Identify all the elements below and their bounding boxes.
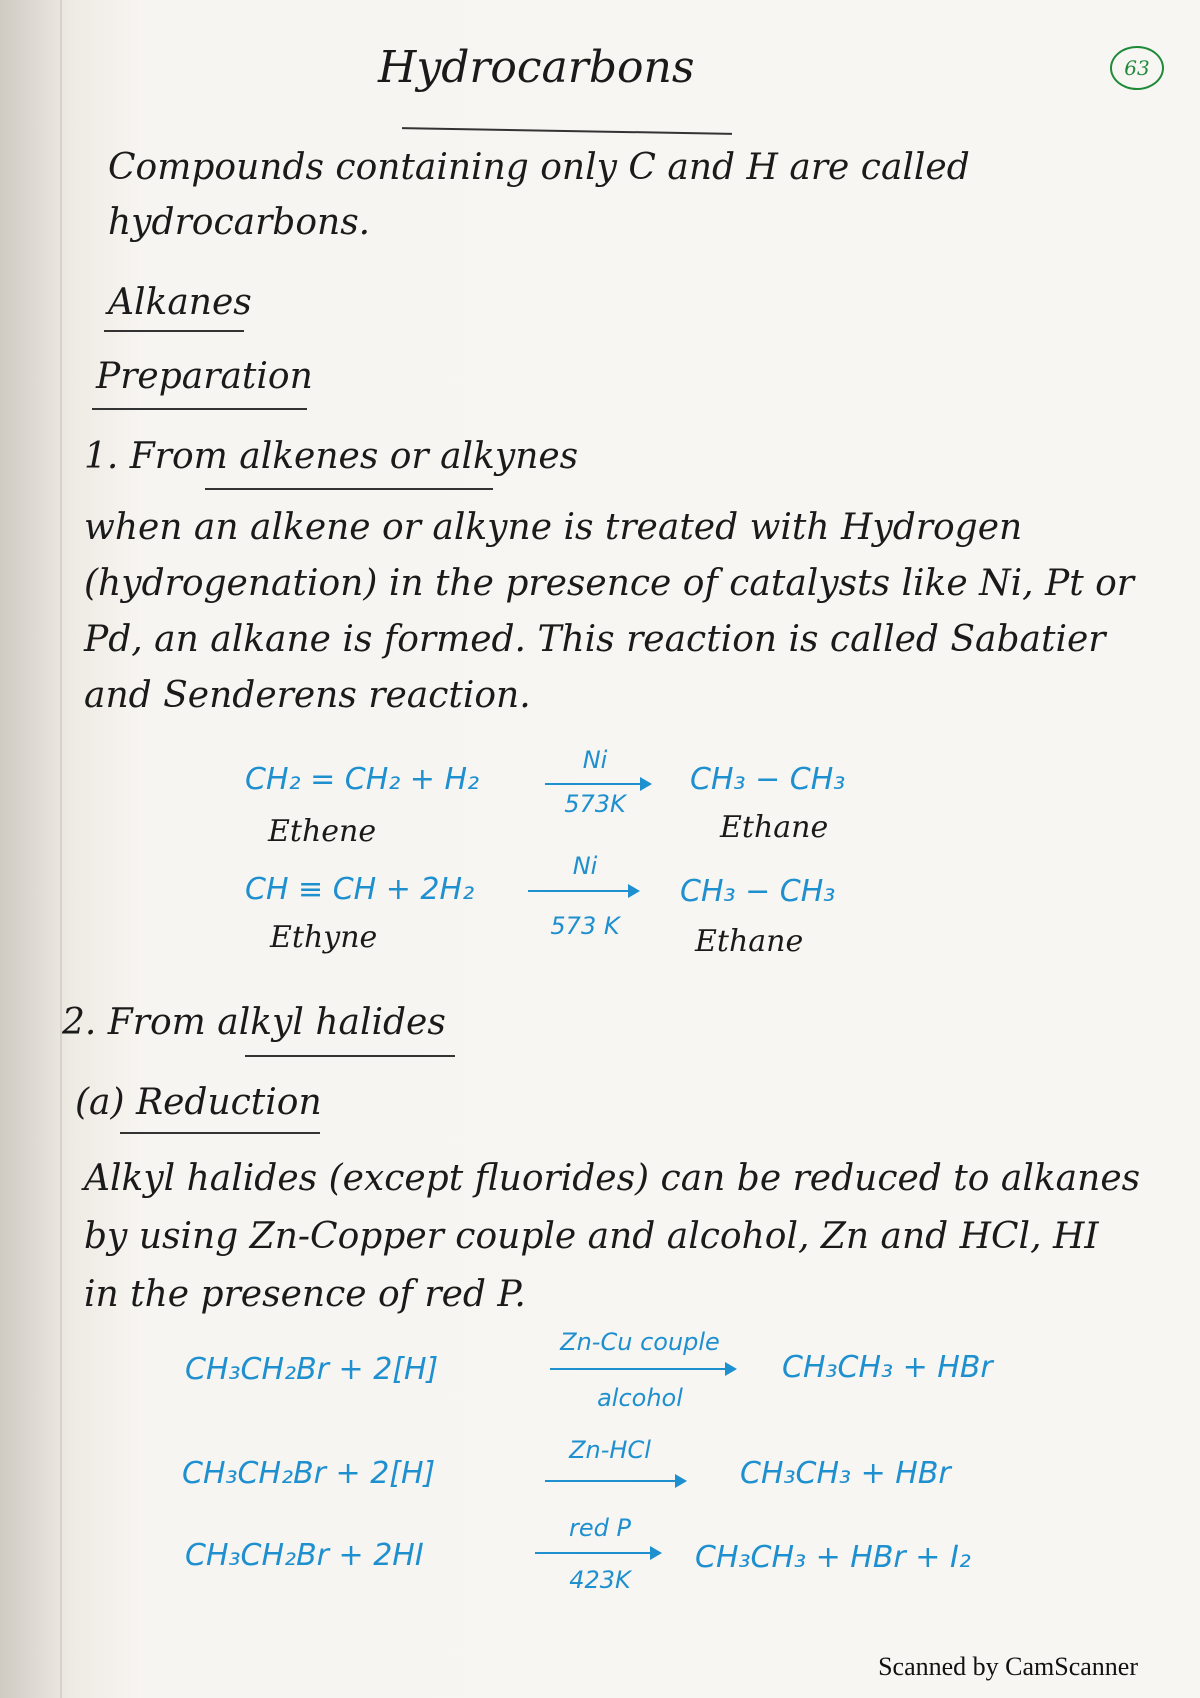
method2a-text: Alkyl halides (except fluorides) can be reduced to alkanes by using Zn-Copper couple and alcohol, Zn and HCl, HI in the presence of red P. [84, 1158, 1141, 1315]
reaction-1-products: CH₃ − CH₃ [690, 762, 846, 797]
reaction-1-product-label: Ethane [720, 810, 829, 845]
reaction-5-products: CH₃CH₃ + HBr + I₂ [695, 1540, 971, 1575]
reaction-2-product-label: Ethane [695, 924, 804, 959]
reaction-5-reactants: CH₃CH₂Br + 2HI [185, 1538, 424, 1573]
reaction-1-reactants: CH₂ = CH₂ + H₂ [245, 762, 480, 797]
reaction-3-arrow [550, 1368, 735, 1370]
intro-text: Compounds containing only C and H are called hydrocarbons. [108, 147, 970, 243]
method2-heading: 2. From alkyl halides [62, 1002, 446, 1043]
reaction-4-reagent: Zn-HCl [569, 1436, 651, 1464]
reaction-5-temperature: 423K [569, 1566, 631, 1594]
reaction-3-reagent: Zn-Cu couple [560, 1328, 720, 1356]
method2a-underline [120, 1132, 320, 1134]
reaction-4-reactants: CH₃CH₂Br + 2[H] [182, 1456, 436, 1491]
method1-heading: 1. From alkenes or alkynes [84, 436, 579, 477]
section-alkanes: Alkanes [108, 282, 252, 323]
reaction-3-products: CH₃CH₃ + HBr [782, 1350, 993, 1385]
page-number: 63 [1110, 46, 1164, 90]
margin-line [60, 0, 62, 1698]
section-preparation: Preparation [96, 356, 313, 397]
reaction-5-reagent: red P [569, 1514, 631, 1542]
reaction-1-arrow [545, 783, 650, 785]
method1-text: when an alkene or alkyne is treated with Hydrogen (hydrogenation) in the presence of catalysts like Ni, Pt or Pd, an alkane is formed. This reaction is called Sabatier and Senderens reaction. [84, 507, 1135, 716]
alkanes-underline [104, 330, 244, 332]
method1-underline [205, 488, 493, 490]
reaction-2-arrow [528, 890, 638, 892]
scanner-watermark: Scanned by CamScanner [878, 1652, 1138, 1681]
reaction-2-catalyst: Ni [572, 852, 598, 880]
reaction-1-temperature: 573K [564, 790, 626, 818]
reaction-1-catalyst: Ni [582, 746, 608, 774]
reaction-4-products: CH₃CH₃ + HBr [740, 1456, 951, 1491]
reaction-1-reactant-label: Ethene [268, 814, 377, 849]
reaction-2-reactant-label: Ethyne [270, 920, 378, 955]
preparation-underline [92, 408, 307, 410]
reaction-4-arrow [545, 1480, 685, 1482]
reaction-5-arrow [535, 1552, 660, 1554]
reaction-3-reactants: CH₃CH₂Br + 2[H] [185, 1352, 439, 1387]
title-underline [402, 127, 732, 135]
method2-underline [245, 1055, 455, 1057]
reaction-2-reactants: CH ≡ CH + 2H₂ [245, 872, 475, 907]
reaction-2-temperature: 573 K [550, 912, 620, 940]
method2a-heading: (a) Reduction [75, 1082, 322, 1123]
reaction-3-solvent: alcohol [597, 1384, 683, 1412]
reaction-2-products: CH₃ − CH₃ [680, 874, 836, 909]
page-title: Hydrocarbons [378, 42, 695, 93]
